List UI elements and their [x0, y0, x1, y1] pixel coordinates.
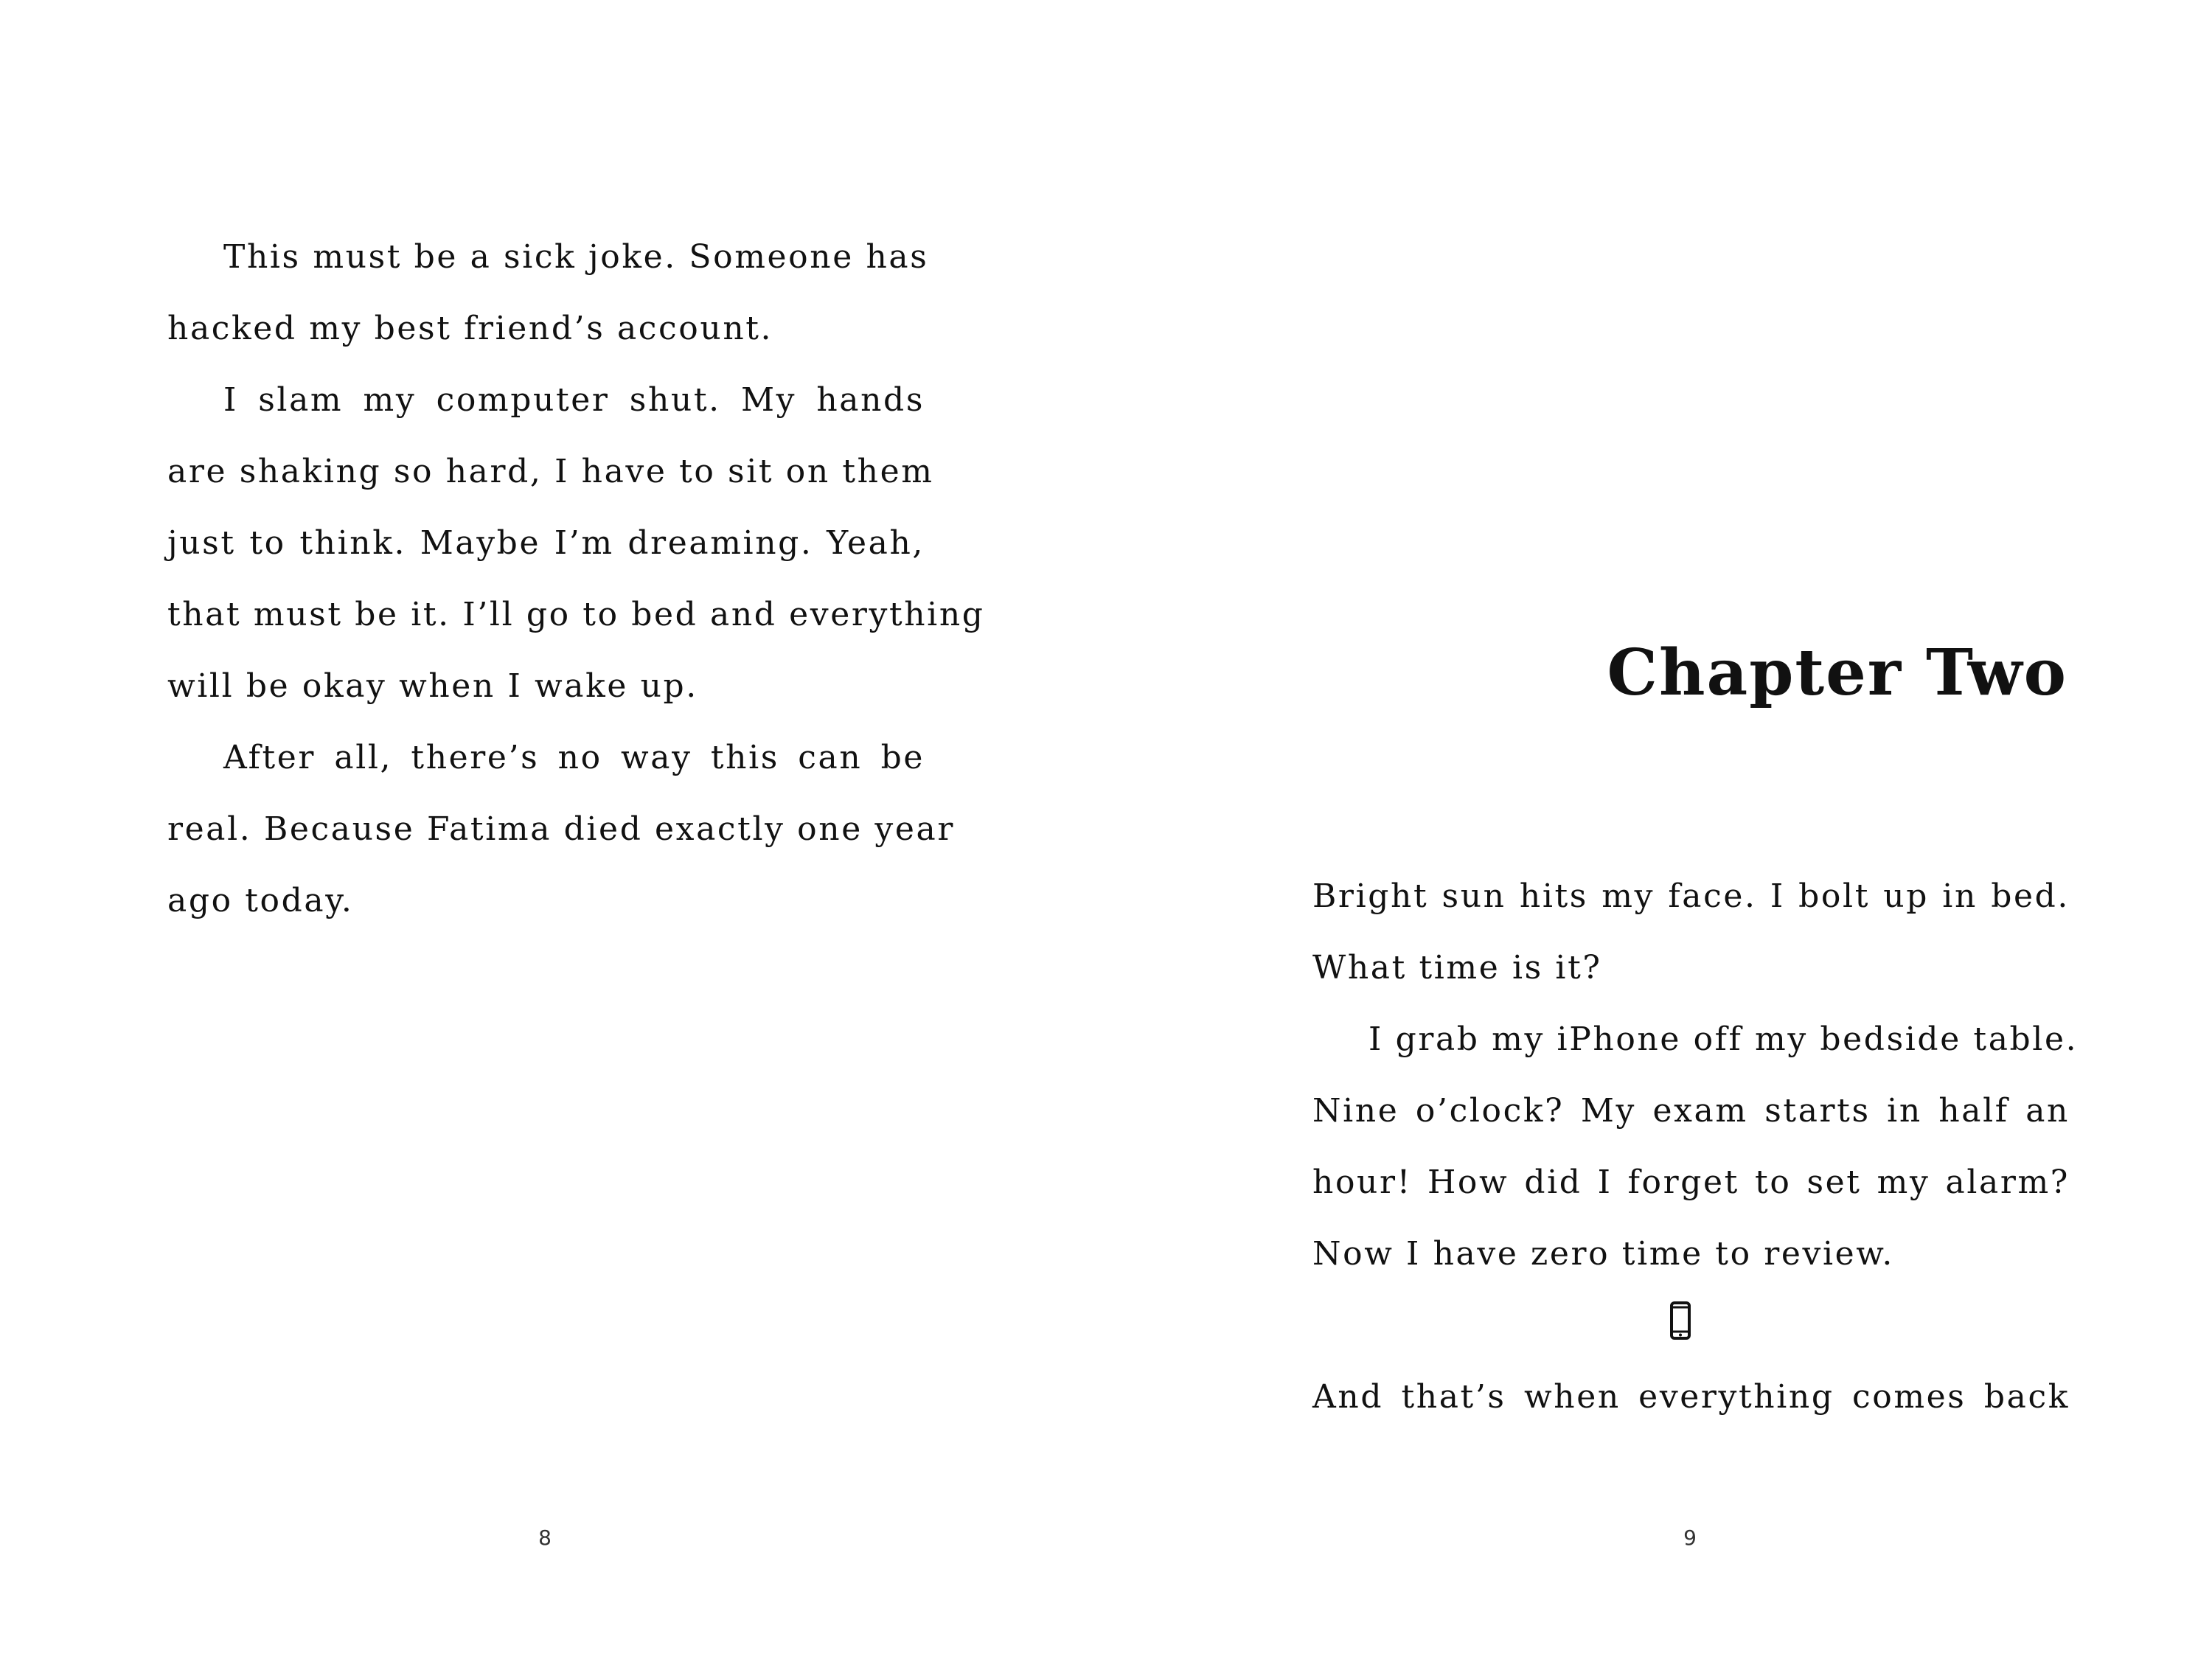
text-line: Nine o’clock? My exam starts in half an	[1312, 1092, 2070, 1130]
text-line: are shaking so hard, I have to sit on them	[167, 453, 934, 490]
text-line: that must be it. I’ll go to bed and everything	[167, 596, 985, 633]
text-line: ago today.	[167, 882, 354, 919]
text-line: What time is it?	[1312, 949, 1602, 987]
text-line: will be okay when I wake up.	[167, 667, 698, 705]
page-number: 8	[538, 1526, 552, 1550]
text-line: I slam my computer shut. My hands	[223, 381, 925, 419]
text-line: hour! How did I forget to set my alarm?	[1312, 1164, 2070, 1201]
text-line: Now I have zero time to review.	[1312, 1235, 1894, 1273]
phone-icon	[1670, 1301, 1691, 1340]
text-line: This must be a sick joke. Someone has	[223, 238, 929, 276]
text-line: I grab my iPhone off my bedside table.	[1368, 1020, 2079, 1058]
text-line: real. Because Fatima died exactly one year	[167, 810, 955, 848]
text-line: After all, there’s no way this can be	[223, 739, 925, 776]
text-line: And that’s when everything comes back	[1312, 1378, 2070, 1416]
page-number: 9	[1683, 1526, 1697, 1550]
text-line: hacked my best friend’s account.	[167, 310, 773, 347]
text-line: Bright sun hits my face. I bolt up in bed.	[1312, 877, 2070, 915]
text-line: just to think. Maybe I’m dreaming. Yeah,	[167, 524, 925, 562]
chapter-title: Chapter Two	[1607, 636, 2067, 710]
right-page	[1106, 0, 2212, 1659]
